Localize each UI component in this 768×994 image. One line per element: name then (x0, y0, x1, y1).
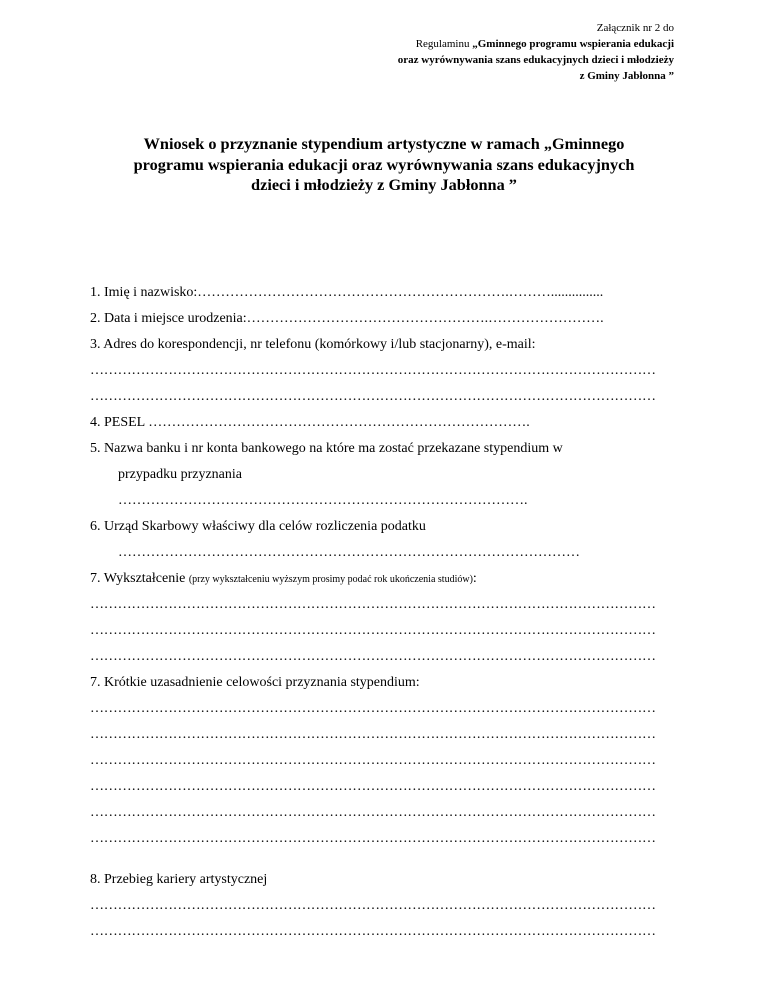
blank-line: …………………………………………………………………………………………………………… (90, 623, 656, 638)
blank-line: …………………………………………………………………………………………………………… (90, 831, 656, 846)
annex-line-4: z Gminy Jabłonna ” (579, 70, 674, 82)
blank-line: …………………………………………………………………………………………………………… (90, 389, 656, 404)
field-justification: 7. Krótkie uzasadnienie celowości przyznania stypendium: (90, 675, 420, 690)
field-bank-cont: przypadku przyznania (118, 467, 242, 482)
annex-line-2: Regulaminu „Gminnego programu wspierania edukacji (415, 38, 674, 50)
field-pesel: 4. PESEL ………………………………………………………………………. (90, 415, 530, 430)
field-career: 8. Przebieg kariery artystycznej (90, 872, 268, 887)
document-title: Wniosek o przyznanie stypendium artystyczne w ramach „Gminnego programu wspierania edukacji oraz wyrównywania szans edukacyjnych dzieci i młodzieży z Gminy Jabłonna ” (133, 134, 635, 194)
field-name: 1. Imię i nazwisko:………………………………………………………….………............... (90, 285, 604, 300)
annex-header (398, 20, 674, 84)
blank-line: …………………………………………………………………………………………………………… (90, 649, 656, 664)
field-address: 3. Adres do korespondencji, nr telefonu (komórkowy i/lub stacjonarny), e-mail: (90, 337, 536, 352)
blank-line: …………………………………………………………………………………………………………… (90, 898, 656, 913)
blank-line: …………………………………………………………………………………………………………… (90, 779, 656, 794)
blank-line: …………………………………………………………………………………………………………… (90, 727, 656, 742)
field-education: 7. Wykształcenie (przy wykształceniu wyższym prosimy podać rok ukończenia studiów): (90, 571, 477, 586)
blank-line: …………………………………………………………………………………………………………… (90, 363, 656, 378)
field-tax-office: 6. Urząd Skarbowy właściwy dla celów rozliczenia podatku (90, 519, 426, 534)
blank-line: …………………………………………………………………………………………………………… (90, 924, 656, 939)
blank-line: …………………………………………………………………………………………………………… (90, 753, 656, 768)
annex-line-3: oraz wyrównywania szans edukacyjnych dzieci i młodzieży (397, 54, 674, 66)
field-tax-blank: ……………………………………………………………………………………… (118, 545, 580, 560)
blank-line: …………………………………………………………………………………………………………… (90, 701, 656, 716)
field-bank-blank: ……………………………………………………………………………. (118, 493, 528, 508)
blank-line: …………………………………………………………………………………………………………… (90, 805, 656, 820)
field-birth: 2. Data i miejsce urodzenia:…………………………………………….……………………. (90, 311, 604, 326)
blank-line: …………………………………………………………………………………………………………… (90, 597, 656, 612)
annex-line-1: Załącznik nr 2 do (596, 22, 674, 34)
field-bank: 5. Nazwa banku i nr konta bankowego na które ma zostać przekazane stypendium w (90, 441, 563, 456)
